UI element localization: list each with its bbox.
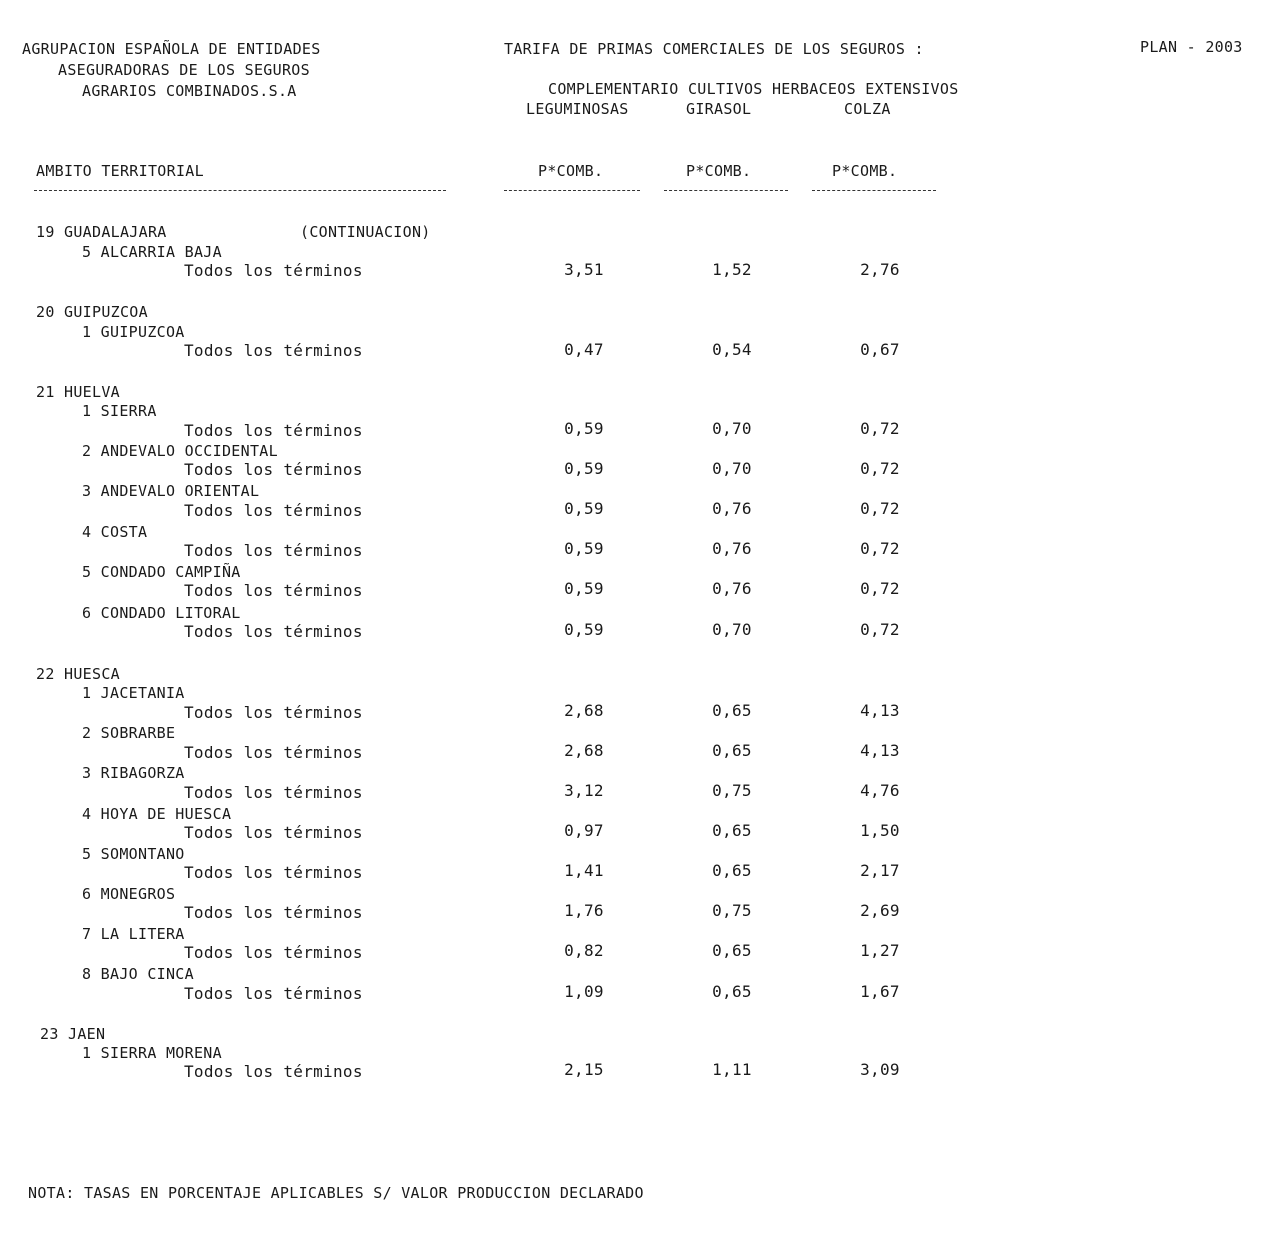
crop-colza: COLZA <box>844 100 891 118</box>
value-colza: 1,27 <box>860 941 900 960</box>
comarca-la-litera: 7 LA LITERA <box>82 925 185 943</box>
term-label: Todos los términos <box>184 341 363 360</box>
crop-girasol: GIRASOL <box>686 100 752 118</box>
term-label: Todos los términos <box>184 943 363 962</box>
ambito-divider <box>34 190 446 191</box>
value-leguminosas: 1,76 <box>564 901 604 920</box>
value-leguminosas: 3,12 <box>564 781 604 800</box>
pcomb-header-2: P*COMB. <box>686 162 752 180</box>
value-colza: 0,72 <box>860 579 900 598</box>
term-label: Todos los términos <box>184 261 363 280</box>
value-leguminosas: 3,51 <box>564 260 604 279</box>
value-girasol: 0,65 <box>712 821 752 840</box>
region-jaen: 23 JAEN <box>40 1025 106 1043</box>
term-label: Todos los términos <box>184 501 363 520</box>
comarca-alcarria-baja: 5 ALCARRIA BAJA <box>82 243 222 261</box>
term-label: Todos los términos <box>184 421 363 440</box>
value-colza: 2,69 <box>860 901 900 920</box>
value-colza: 0,72 <box>860 539 900 558</box>
value-colza: 2,17 <box>860 861 900 880</box>
region-guipuzcoa: 20 GUIPUZCOA <box>36 303 148 321</box>
region-huesca: 22 HUESCA <box>36 665 120 683</box>
value-girasol: 0,70 <box>712 459 752 478</box>
term-label: Todos los términos <box>184 903 363 922</box>
comarca-guipuzcoa: 1 GUIPUZCOA <box>82 323 185 341</box>
col3-divider <box>812 190 936 191</box>
value-colza: 1,67 <box>860 982 900 1001</box>
value-leguminosas: 0,59 <box>564 419 604 438</box>
term-label: Todos los términos <box>184 460 363 479</box>
comarca-costa: 4 COSTA <box>82 523 148 541</box>
value-leguminosas: 1,41 <box>564 861 604 880</box>
value-colza: 0,67 <box>860 340 900 359</box>
comarca-hoya-de-huesca: 4 HOYA DE HUESCA <box>82 805 232 823</box>
term-label: Todos los términos <box>184 1062 363 1081</box>
comarca-condado-litoral: 6 CONDADO LITORAL <box>82 604 241 622</box>
term-label: Todos los términos <box>184 703 363 722</box>
value-leguminosas: 0,59 <box>564 539 604 558</box>
value-colza: 4,13 <box>860 701 900 720</box>
value-girasol: 0,76 <box>712 539 752 558</box>
pcomb-header-1: P*COMB. <box>538 162 604 180</box>
col1-divider <box>504 190 640 191</box>
value-leguminosas: 0,59 <box>564 620 604 639</box>
value-colza: 0,72 <box>860 499 900 518</box>
value-girasol: 0,65 <box>712 982 752 1001</box>
value-leguminosas: 0,59 <box>564 499 604 518</box>
term-label: Todos los términos <box>184 541 363 560</box>
term-label: Todos los términos <box>184 823 363 842</box>
value-girasol: 0,76 <box>712 579 752 598</box>
comarca-sobrarbe: 2 SOBRARBE <box>82 724 176 742</box>
value-leguminosas: 0,59 <box>564 459 604 478</box>
comarca-bajo-cinca: 8 BAJO CINCA <box>82 965 194 983</box>
value-leguminosas: 2,68 <box>564 741 604 760</box>
value-leguminosas: 0,97 <box>564 821 604 840</box>
value-leguminosas: 0,82 <box>564 941 604 960</box>
region-guadalajara: 19 GUADALAJARA <box>36 223 167 241</box>
value-girasol: 0,75 <box>712 901 752 920</box>
value-leguminosas: 0,59 <box>564 579 604 598</box>
value-colza: 4,76 <box>860 781 900 800</box>
value-girasol: 0,65 <box>712 741 752 760</box>
comarca-condado-campina: 5 CONDADO CAMPIÑA <box>82 563 241 581</box>
term-label: Todos los términos <box>184 622 363 641</box>
org-name-line-1: AGRUPACION ESPAÑOLA DE ENTIDADES <box>22 40 321 58</box>
value-leguminosas: 0,47 <box>564 340 604 359</box>
footer-note: NOTA: TASAS EN PORCENTAJE APLICABLES S/ VALOR PRODUCCION DECLARADO <box>28 1184 644 1202</box>
tariff-title: TARIFA DE PRIMAS COMERCIALES DE LOS SEGUROS : <box>504 40 924 58</box>
continuation-note: (CONTINUACION) <box>300 223 431 241</box>
value-leguminosas: 1,09 <box>564 982 604 1001</box>
value-colza: 3,09 <box>860 1060 900 1079</box>
comarca-sierra: 1 SIERRA <box>82 402 157 420</box>
value-girasol: 0,70 <box>712 419 752 438</box>
comarca-somontano: 5 SOMONTANO <box>82 845 185 863</box>
value-leguminosas: 2,68 <box>564 701 604 720</box>
term-label: Todos los términos <box>184 743 363 762</box>
term-label: Todos los términos <box>184 783 363 802</box>
pcomb-header-3: P*COMB. <box>832 162 898 180</box>
term-label: Todos los términos <box>184 581 363 600</box>
value-girasol: 0,65 <box>712 701 752 720</box>
value-girasol: 0,65 <box>712 861 752 880</box>
value-girasol: 0,76 <box>712 499 752 518</box>
comarca-ribagorza: 3 RIBAGORZA <box>82 764 185 782</box>
comarca-sierra-morena: 1 SIERRA MORENA <box>82 1044 222 1062</box>
comarca-jacetania: 1 JACETANIA <box>82 684 185 702</box>
value-colza: 0,72 <box>860 459 900 478</box>
org-name-line-3: AGRARIOS COMBINADOS.S.A <box>82 82 297 100</box>
value-colza: 1,50 <box>860 821 900 840</box>
term-label: Todos los términos <box>184 863 363 882</box>
value-colza: 2,76 <box>860 260 900 279</box>
value-girasol: 1,11 <box>712 1060 752 1079</box>
value-colza: 0,72 <box>860 620 900 639</box>
crop-leguminosas: LEGUMINOSAS <box>526 100 629 118</box>
subtitle: COMPLEMENTARIO CULTIVOS HERBACEOS EXTENSIVOS <box>548 80 959 98</box>
comarca-monegros: 6 MONEGROS <box>82 885 176 903</box>
org-name-line-2: ASEGURADORAS DE LOS SEGUROS <box>58 61 310 79</box>
value-girasol: 0,70 <box>712 620 752 639</box>
value-girasol: 0,75 <box>712 781 752 800</box>
region-huelva: 21 HUELVA <box>36 383 120 401</box>
plan-label: PLAN - 2003 <box>1140 38 1243 56</box>
ambito-header: AMBITO TERRITORIAL <box>36 162 204 180</box>
term-label: Todos los términos <box>184 984 363 1003</box>
comarca-andevalo-occidental: 2 ANDEVALO OCCIDENTAL <box>82 442 278 460</box>
value-girasol: 0,65 <box>712 941 752 960</box>
comarca-andevalo-oriental: 3 ANDEVALO ORIENTAL <box>82 482 260 500</box>
value-colza: 0,72 <box>860 419 900 438</box>
value-girasol: 0,54 <box>712 340 752 359</box>
value-girasol: 1,52 <box>712 260 752 279</box>
col2-divider <box>664 190 788 191</box>
value-colza: 4,13 <box>860 741 900 760</box>
value-leguminosas: 2,15 <box>564 1060 604 1079</box>
